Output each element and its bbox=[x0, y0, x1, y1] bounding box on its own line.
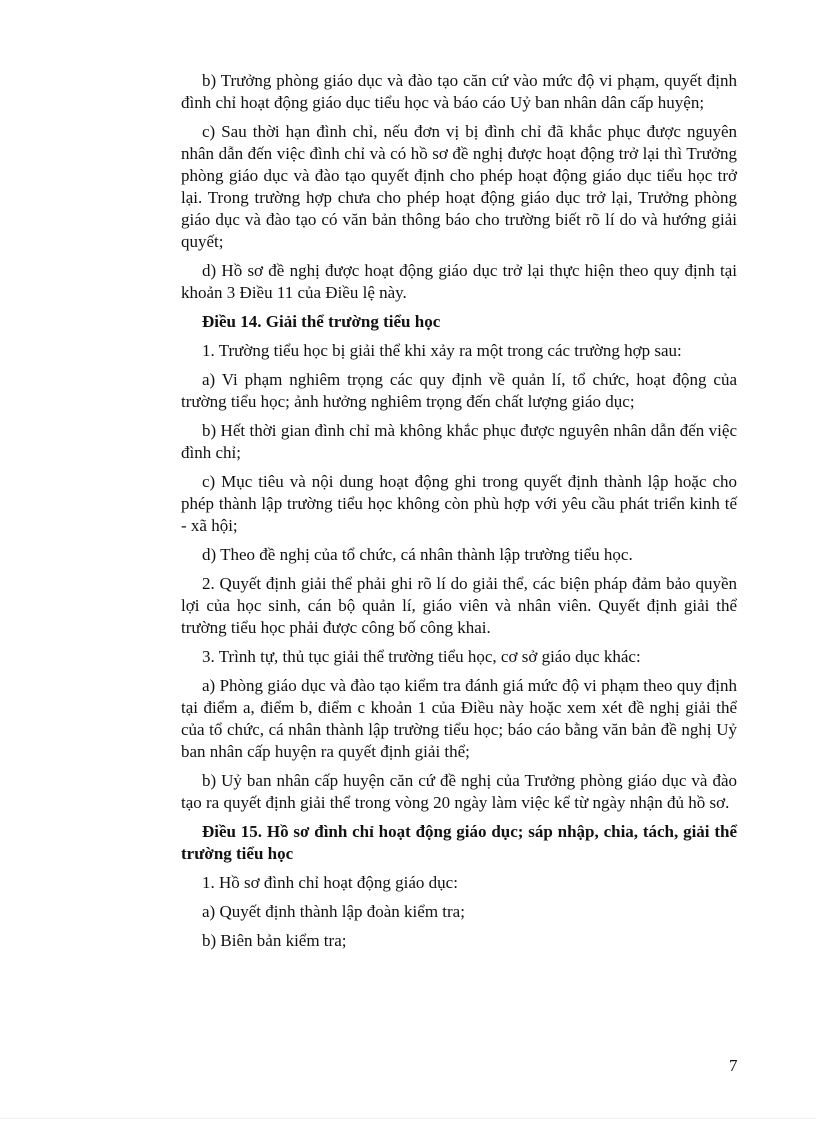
paragraph-15-1-a: a) Quyết định thành lập đoàn kiểm tra; bbox=[202, 902, 465, 921]
paragraph-14-3-b: b) Uỷ ban nhân cấp huyện căn cứ đề nghị của Trưởng phòng giáo dục và đào tạo ra quyết định giải thể trong vòng 20 ngày làm việc kể từ ngày nhận đủ hồ sơ. bbox=[181, 771, 737, 812]
paragraph-15-1-b: b) Biên bản kiểm tra; bbox=[202, 931, 347, 950]
document-body bbox=[181, 70, 737, 959]
paragraph-14-3-a: a) Phòng giáo dục và đào tạo kiểm tra đánh giá mức độ vi phạm theo quy định tại điểm a, điểm b, điểm c khoản 1 của Điều này hoặc xem xét đề nghị giải thể của tổ chức, cá nhân thành lập trường tiểu học; báo cáo bằng văn bản đề nghị Uỷ ban nhân cấp huyện ra quyết định giải thể; bbox=[181, 676, 737, 761]
paragraph-13-d: d) Hồ sơ đề nghị được hoạt động giáo dục trở lại thực hiện theo quy định tại khoản 3 Điều 11 của Điều lệ này. bbox=[181, 261, 737, 302]
paragraph-13-b: b) Trưởng phòng giáo dục và đào tạo căn cứ vào mức độ vi phạm, quyết định đình chỉ hoạt động giáo dục tiểu học và báo cáo Uỷ ban nhân dân cấp huyện; bbox=[181, 71, 737, 112]
paragraph-14-1-a: a) Vi phạm nghiêm trọng các quy định về quản lí, tổ chức, hoạt động của trường tiểu học; ảnh hưởng nghiêm trọng đến chất lượng giáo dục; bbox=[181, 370, 737, 411]
paragraph-14-1-c: c) Mục tiêu và nội dung hoạt động ghi trong quyết định thành lập hoặc cho phép thành lập trường tiểu học không còn phù hợp với yêu cầu phát triển kinh tế - xã hội; bbox=[181, 472, 737, 535]
paragraph-14-1-b: b) Hết thời gian đình chỉ mà không khắc phục được nguyên nhân dẫn đến việc đình chỉ; bbox=[181, 421, 737, 462]
paragraph-15-1: 1. Hồ sơ đình chỉ hoạt động giáo dục: bbox=[202, 873, 458, 892]
paragraph-13-c: c) Sau thời hạn đình chỉ, nếu đơn vị bị đình chỉ đã khắc phục được nguyên nhân dẫn đến việc đình chỉ và có hồ sơ đề nghị được hoạt động trở lại thì Trưởng phòng giáo dục và đào tạo quyết định cho phép hoạt động giáo dục tiểu học trở lại. Trong trường hợp chưa cho phép hoạt động giáo dục trở lại, Trưởng phòng giáo dục và đào tạo có văn bản thông báo cho trường biết rõ lí do và hướng giải quyết; bbox=[181, 122, 737, 251]
paragraph-14-3: 3. Trình tự, thủ tục giải thể trường tiểu học, cơ sở giáo dục khác: bbox=[202, 647, 641, 666]
article-14-heading: Điều 14. Giải thể trường tiểu học bbox=[202, 312, 441, 331]
paragraph-14-1-d: d) Theo đề nghị của tổ chức, cá nhân thành lập trường tiểu học. bbox=[202, 545, 633, 564]
paragraph-14-1: 1. Trường tiểu học bị giải thể khi xảy ra một trong các trường hợp sau: bbox=[202, 341, 682, 360]
page-bottom-divider bbox=[0, 1118, 816, 1119]
page-number: 7 bbox=[729, 1056, 738, 1075]
article-15-heading: Điều 15. Hồ sơ đình chỉ hoạt động giáo dục; sáp nhập, chia, tách, giải thể trường tiểu học bbox=[181, 822, 737, 863]
paragraph-14-2: 2. Quyết định giải thể phải ghi rõ lí do giải thể, các biện pháp đảm bảo quyền lợi của học sinh, cán bộ quản lí, giáo viên và nhân viên. Quyết định giải thể trường tiểu học phải được công bố công khai. bbox=[181, 574, 737, 637]
